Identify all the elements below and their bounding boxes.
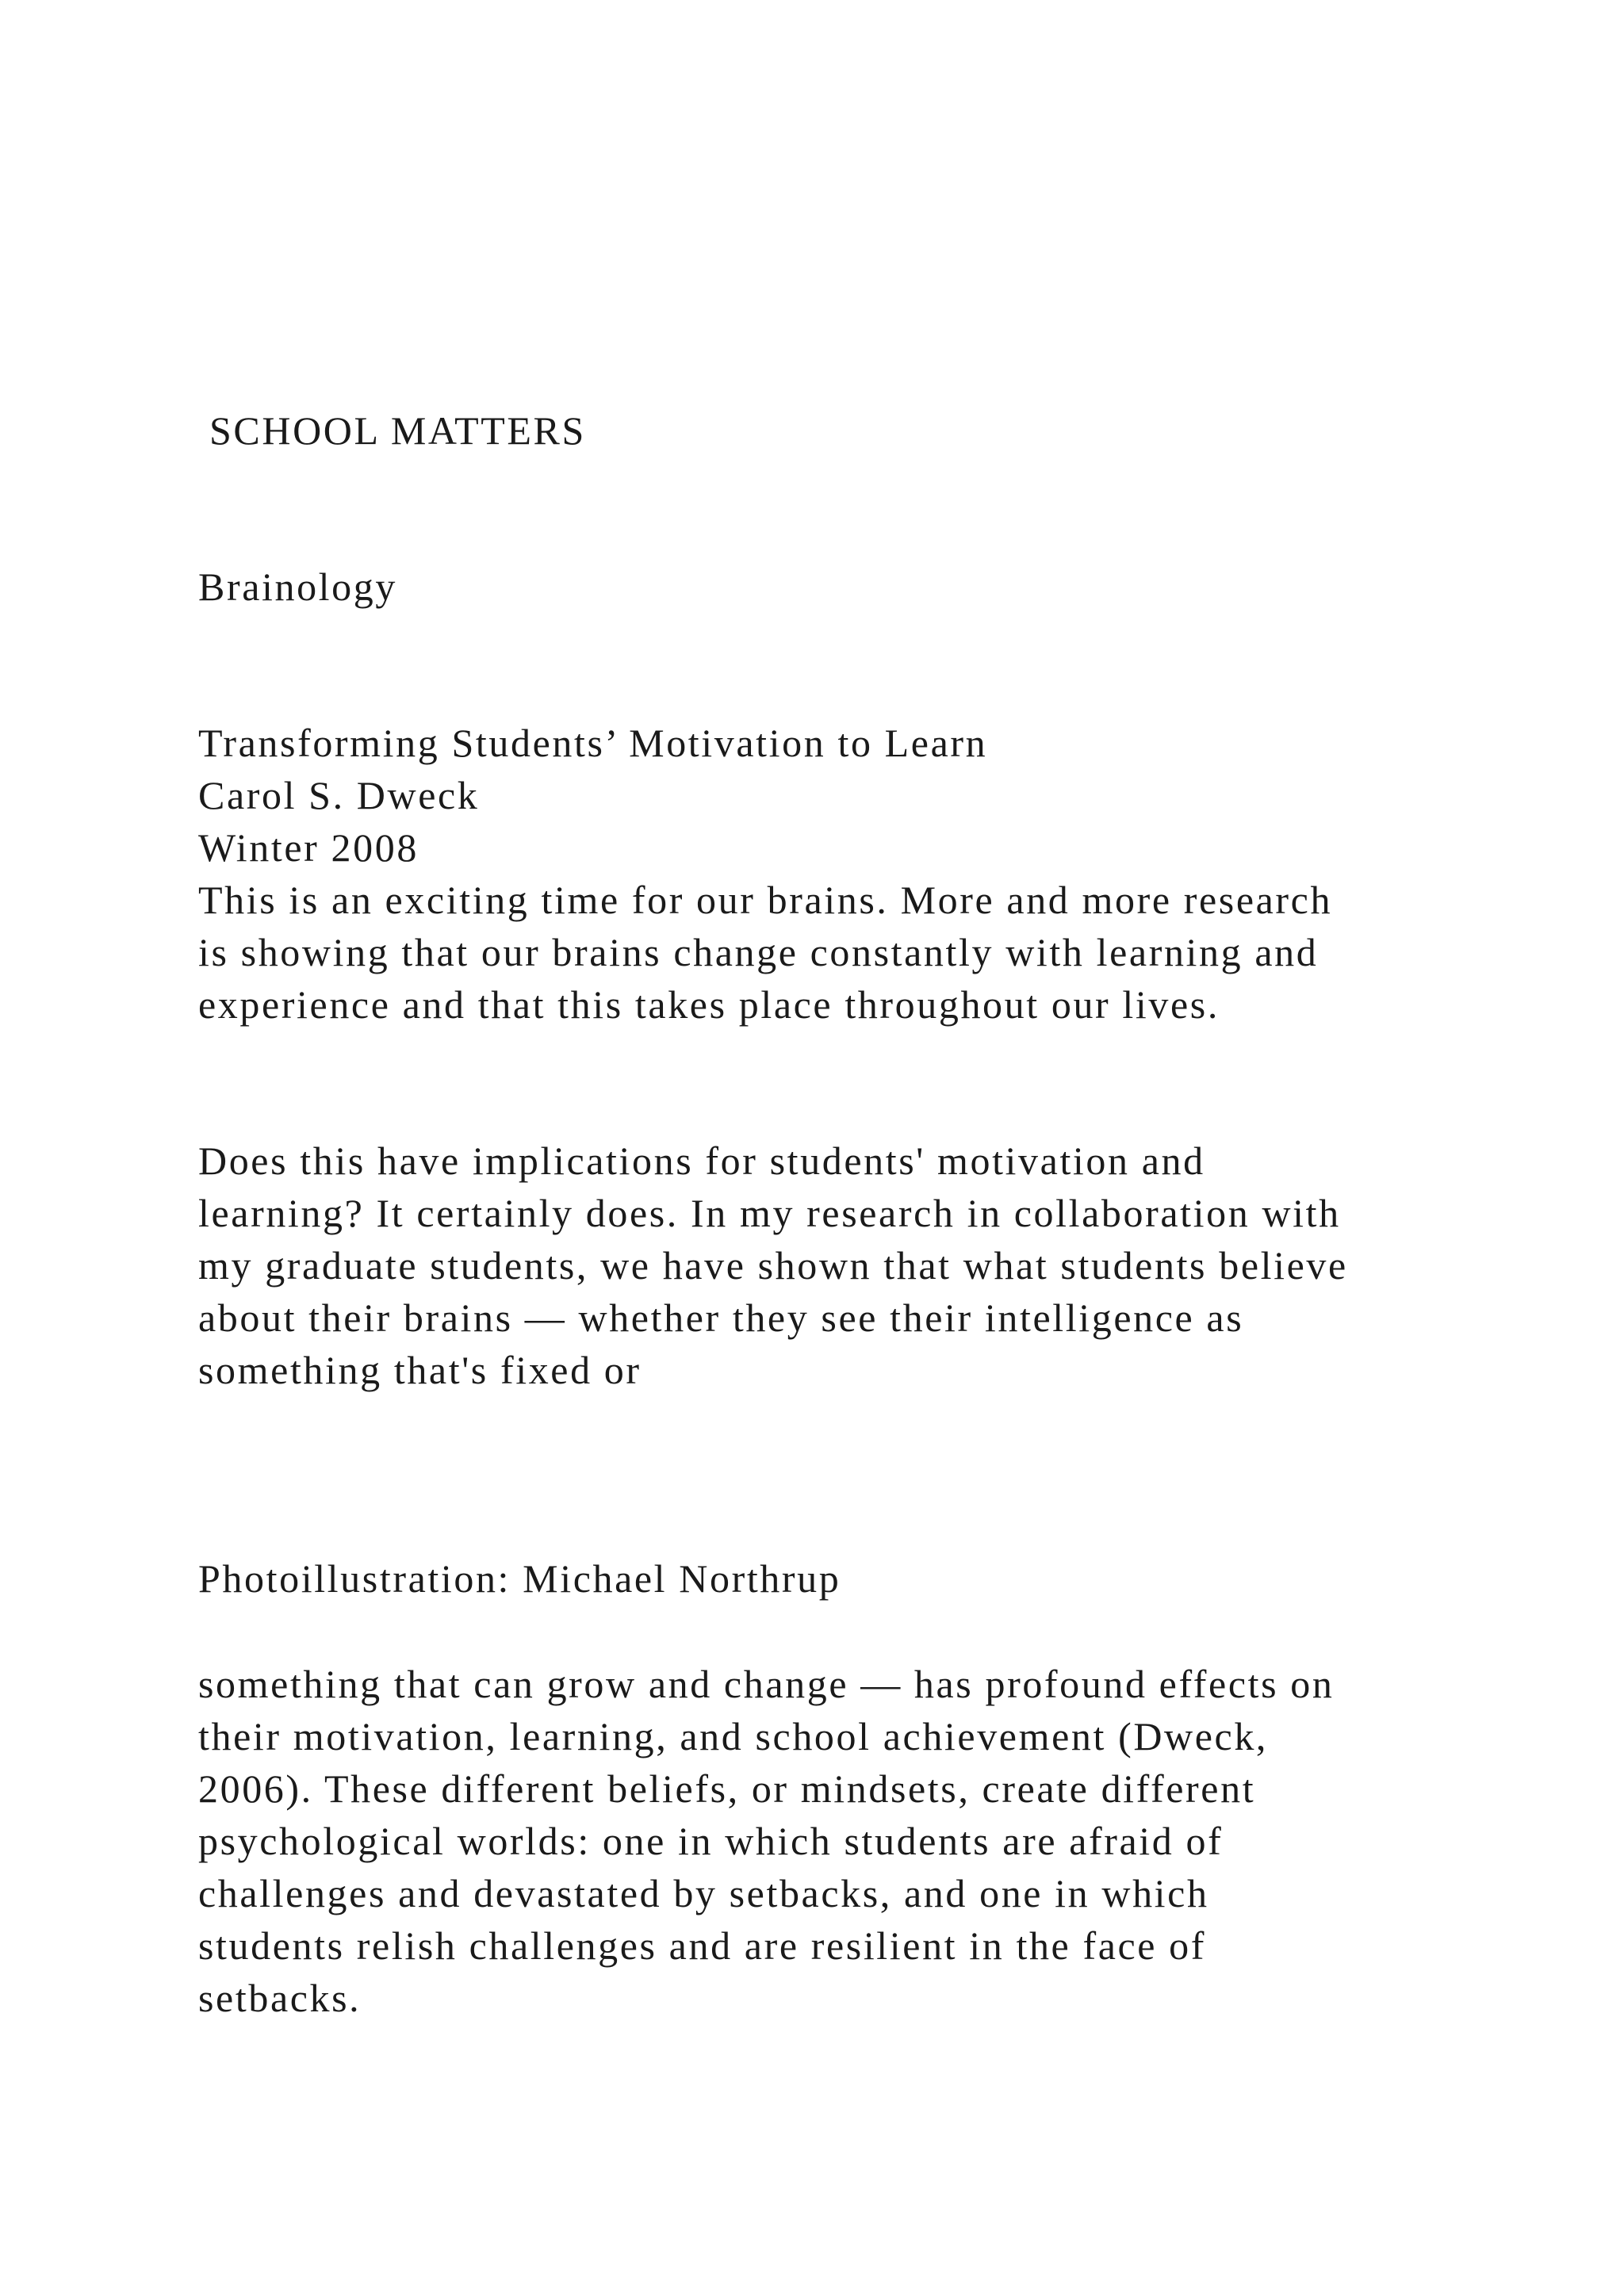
paragraph-line: This is an exciting time for our brains. More and more research (198, 878, 1333, 922)
paragraph-line: something that can grow and change — has profound effects on (198, 1662, 1335, 1706)
paragraph-line: Does this have implications for students' motivation and (198, 1138, 1205, 1183)
section-header: SCHOOL MATTERS (209, 408, 586, 453)
paragraph-line: is showing that our brains change constantly with learning and (198, 930, 1319, 974)
paragraph-line: students relish challenges and are resilient in the face of (198, 1923, 1207, 1968)
paragraph-line: something that's fixed or (198, 1348, 642, 1392)
article-date: Winter 2008 (198, 825, 419, 870)
paragraph-line: experience and that this takes place throughout our lives. (198, 982, 1220, 1027)
paragraph-line: 2006). These different beliefs, or mindsets, create different (198, 1766, 1256, 1811)
article-author: Carol S. Dweck (198, 773, 480, 817)
article-kicker: Brainology (198, 564, 397, 609)
paragraph-line: psychological worlds: one in which students are afraid of (198, 1819, 1224, 1863)
paragraph-line: my graduate students, we have shown that what students believe (198, 1243, 1348, 1288)
paragraph-line: learning? It certainly does. In my research in collaboration with (198, 1191, 1341, 1235)
photo-credit: Photoillustration: Michael Northrup (198, 1556, 841, 1601)
paragraph-line: setbacks. (198, 1976, 362, 2020)
paragraph-line: about their brains — whether they see their intelligence as (198, 1295, 1244, 1340)
paragraph-line: challenges and devastated by setbacks, and one in which (198, 1871, 1209, 1915)
paragraph-line: their motivation, learning, and school achievement (Dweck, (198, 1714, 1269, 1758)
article-title: Transforming Students’ Motivation to Learn (198, 721, 988, 765)
